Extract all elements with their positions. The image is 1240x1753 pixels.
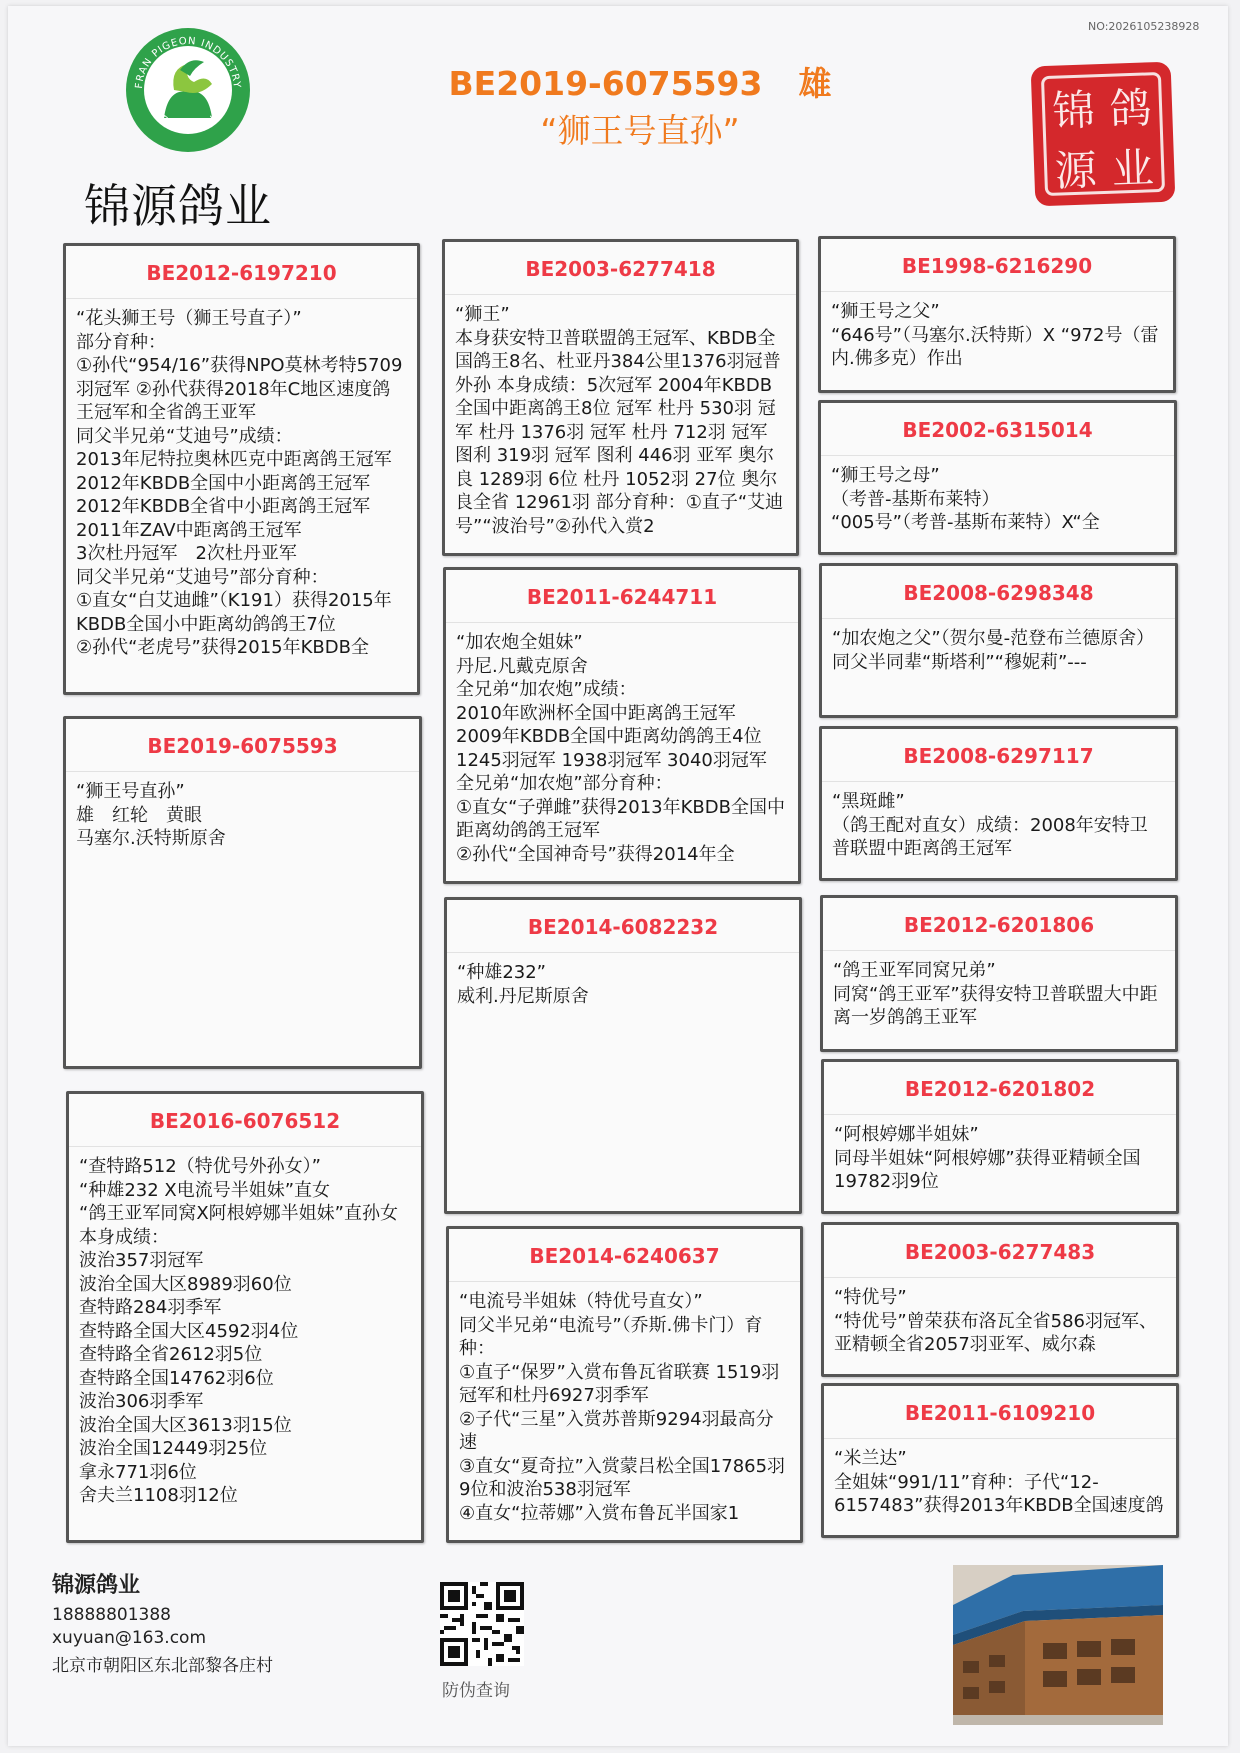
footer-email: xuyuan@163.com bbox=[52, 1628, 207, 1648]
card-line: 波治357羽冠军 bbox=[79, 1250, 204, 1271]
pedigree-card-granddam-paternal bbox=[443, 567, 801, 884]
seal-char: 源 bbox=[1053, 145, 1098, 196]
pedigree-card-ggd-1 bbox=[818, 400, 1177, 555]
card-line: “加农炮之父”（贺尔曼-范登布兰德原舍） bbox=[832, 628, 1155, 649]
serial-number: NO:2026105238928 bbox=[1088, 20, 1200, 33]
pedigree-card-ggs-1 bbox=[818, 236, 1176, 393]
card-line: “种雄232 X电流号半姐妹”直女 bbox=[79, 1179, 331, 1201]
card-line: ③直女“夏奇拉”入赏蒙吕松全国17865羽9位和波治538羽冠军 bbox=[459, 1455, 786, 1500]
qr-code-icon[interactable] bbox=[440, 1582, 524, 1666]
seal-char: 鸽 bbox=[1108, 83, 1153, 134]
pedigree-card-subject bbox=[63, 716, 422, 1069]
logo-ring-bottom: FENGYUAN bbox=[157, 113, 219, 135]
card-ring-number: BE2014-6240637 bbox=[449, 1229, 800, 1282]
card-ring-number: BE2008-6297117 bbox=[822, 729, 1175, 782]
card-line: 查特路全国14762羽6位 bbox=[79, 1367, 274, 1389]
qr-label: 防伪查询 bbox=[442, 1681, 510, 1701]
card-line: 本身成绩： bbox=[79, 1226, 169, 1248]
card-line: “特优号” bbox=[834, 1287, 907, 1308]
pedigree-card-ggd-4 bbox=[821, 1383, 1179, 1538]
card-line: ②孙代“全国神奇号”获得2014年全 bbox=[456, 843, 735, 865]
card-line: “646号”（马塞尔.沃特斯）X “972号（雷内.佛多克）作出 bbox=[831, 324, 1159, 369]
title-ring-number: BE2019-6075593 bbox=[448, 64, 763, 103]
card-line: “电流号半姐妹（特优号直女）” bbox=[459, 1291, 703, 1312]
card-line: “狮王号之父” bbox=[831, 301, 940, 322]
card-line: 2011年ZAV中距离鸽王冠军 bbox=[76, 519, 302, 541]
card-line: 同母半姐妹“阿根婷娜”获得亚精顿全国19782羽9位 bbox=[834, 1147, 1141, 1192]
card-line: “特优号”曾荣获布洛瓦全省586羽冠军、亚精顿全省2057羽亚军、威尔森 bbox=[834, 1310, 1158, 1355]
red-seal-stamp bbox=[1031, 62, 1176, 207]
seal-char: 业 bbox=[1110, 143, 1155, 194]
card-line: 雄 红轮 黄眼 bbox=[76, 804, 202, 826]
card-line: 查特路全国大区4592羽4位 bbox=[79, 1320, 299, 1342]
card-line: （考普-基斯布莱特） bbox=[831, 488, 1000, 510]
title-nickname: “狮王号直孙” bbox=[540, 111, 740, 150]
card-line: 同父半同辈“斯塔利”“穆妮莉”--- bbox=[832, 651, 1087, 673]
card-line: 威利.丹尼斯原舍 bbox=[457, 985, 589, 1007]
card-line: ①直子“保罗”入赏布鲁瓦省联赛 1519羽冠军和杜丹6927羽季军 bbox=[459, 1361, 780, 1406]
card-line: ①孙代“954/16”获得NPO莫林考特5709羽冠军 ②孙代获得2018年C地区速度鸽王冠军和全省鸽王亚军 bbox=[76, 355, 403, 423]
card-line: ②子代“三星”入赏苏普斯9294羽最高分速 bbox=[459, 1408, 774, 1453]
pedigree-card-ggd-3 bbox=[821, 1059, 1179, 1214]
pedigree-card-granddam-maternal bbox=[446, 1226, 803, 1543]
card-line: 丹尼.凡戴克原舍 bbox=[456, 655, 588, 677]
card-ring-number: BE2003-6277418 bbox=[445, 242, 796, 295]
card-line: “鸽王亚军同窝兄弟” bbox=[833, 960, 996, 981]
brand-name: 锦源鸽业 bbox=[84, 179, 272, 233]
card-ring-number: BE2019-6075593 bbox=[66, 719, 419, 772]
logo-ring-top: FRAN PIGEON INDUSTRY bbox=[133, 35, 243, 90]
card-line: 马塞尔.沃特斯原舍 bbox=[76, 828, 226, 849]
title-sex: 雄 bbox=[798, 64, 832, 103]
card-line: ①直女“子弹雌”获得2013年KBDB全国中距离幼鸽鸽王冠军 bbox=[456, 796, 785, 841]
card-ring-number: BE2002-6315014 bbox=[821, 403, 1174, 456]
card-line: 波治全国大区8989羽60位 bbox=[79, 1273, 292, 1295]
pedigree-card-ggd-2 bbox=[819, 726, 1178, 881]
card-line: 部分育种： bbox=[76, 331, 166, 353]
pedigree-card-dam bbox=[66, 1091, 424, 1543]
footer-address: 北京市朝阳区东北部黎各庄村 bbox=[52, 1656, 273, 1676]
card-line: “米兰达” bbox=[834, 1448, 907, 1469]
card-line: 全姐妹“991/11”育种：子代“12-6157483”获得2013年KBDB全国速度鸽 bbox=[834, 1471, 1164, 1516]
card-line: （鸽王配对直女）成绩：2008年安特卫普联盟中距离鸽王冠军 bbox=[832, 814, 1148, 859]
card-line: “黑斑雌” bbox=[832, 791, 905, 812]
card-line: ④直女“拉蒂娜”入赏布鲁瓦半国家1 bbox=[459, 1502, 740, 1524]
footer-phone: 18888801388 bbox=[52, 1605, 171, 1625]
card-line: “查特路512（特优号外孙女）” bbox=[79, 1156, 322, 1177]
card-line: 拿永771羽6位 bbox=[79, 1461, 197, 1483]
pedigree-card-ggs-3 bbox=[820, 895, 1178, 1052]
card-line: 查特路全省2612羽5位 bbox=[79, 1344, 263, 1365]
card-ring-number: BE2012-6197210 bbox=[66, 246, 417, 299]
card-ring-number: BE1998-6216290 bbox=[821, 239, 1173, 292]
card-line: “阿根婷娜半姐妹” bbox=[834, 1124, 979, 1145]
card-line: 同父半兄弟“电流号”（乔斯.佛卡门）育种： bbox=[459, 1314, 763, 1359]
pigeon-loft-photo bbox=[953, 1565, 1163, 1725]
card-line: 全兄弟“加农炮”成绩： bbox=[456, 679, 637, 700]
card-line: 2012年KBDB全国中小距离鸽王冠军 bbox=[76, 472, 371, 494]
card-line: 本身获安特卫普联盟鸽王冠军、KBDB全国鸽王8名、杜亚丹384公里1376羽冠普外孙 本身成绩：5次冠军 2004年KBDB全国中距离鸽王8位 冠军 杜丹 530羽 冠军 杜丹 1376羽 冠军 杜丹 712羽 冠军 图利 319羽 冠军 图利 446羽 亚军 奥尔良 1289羽 6位 杜丹 1052羽 27位 奥尔良全省 12961羽 部分育种：①直子“艾迪号”“波治号”②孙代入赏2 bbox=[455, 327, 784, 537]
card-line: 1245羽冠军 1938羽冠军 3040羽冠军 bbox=[456, 749, 767, 771]
card-ring-number: BE2003-6277483 bbox=[824, 1225, 1176, 1278]
pedigree-card-grandsire-maternal bbox=[444, 897, 802, 1214]
card-line: “花头狮王号（狮王号直子）” bbox=[76, 308, 302, 329]
card-line: 2012年KBDB全省中小距离鸽王冠军 bbox=[76, 496, 371, 517]
card-line: “狮王号之母” bbox=[831, 465, 940, 486]
card-line: 2009年KBDB全国中距离幼鸽鸽王4位 bbox=[456, 726, 762, 747]
pedigree-card-sire bbox=[63, 243, 420, 695]
card-line: “加农炮全姐妹” bbox=[456, 632, 583, 653]
card-line: “005号”（考普-基斯布莱特）X“全 bbox=[831, 512, 1100, 533]
card-line: “狮王号直孙” bbox=[76, 781, 185, 802]
card-line: 波治306羽季军 bbox=[79, 1391, 204, 1412]
card-line: 同窝“鸽王亚军”获得安特卫普联盟大中距离一岁鸽鸽王亚军 bbox=[833, 983, 1158, 1028]
seal-char: 锦 bbox=[1051, 85, 1096, 136]
pedigree-card-ggs-2 bbox=[819, 563, 1178, 718]
brand-logo-icon bbox=[124, 26, 252, 154]
card-line: 查特路284羽季军 bbox=[79, 1297, 222, 1318]
card-line: 全兄弟“加农炮”部分育种： bbox=[456, 773, 673, 794]
card-ring-number: BE2012-6201802 bbox=[824, 1062, 1176, 1115]
card-line: “狮王” bbox=[455, 304, 510, 325]
card-line: ①直女“白艾迪雌”（K191）获得2015年KBDB全国小中距离幼鸽鸽王7位 bbox=[76, 590, 392, 635]
card-line: 2010年欧洲杯全国中距离鸽王冠军 bbox=[456, 702, 736, 724]
card-line: ②孙代“老虎号”获得2015年KBDB全 bbox=[76, 637, 369, 658]
card-line: 舍夫兰1108羽12位 bbox=[79, 1485, 238, 1506]
pedigree-card-ggs-4 bbox=[821, 1222, 1179, 1377]
pedigree-title bbox=[440, 58, 840, 152]
card-ring-number: BE2008-6298348 bbox=[822, 566, 1175, 619]
footer-brand: 锦源鸽业 bbox=[52, 1573, 141, 1598]
card-line: “种雄232” bbox=[457, 962, 547, 983]
card-line: 同父半兄弟“艾迪号”部分育种： bbox=[76, 566, 329, 588]
card-line: 3次杜丹冠军 2次杜丹亚军 bbox=[76, 543, 297, 564]
card-line: 波治全国大区3613羽15位 bbox=[79, 1414, 292, 1436]
card-line: 波治全国12449羽25位 bbox=[79, 1438, 268, 1459]
card-ring-number: BE2012-6201806 bbox=[823, 898, 1175, 951]
card-line: “鸽王亚军同窝X阿根婷娜半姐妹”直孙女 bbox=[79, 1203, 398, 1224]
card-ring-number: BE2014-6082232 bbox=[447, 900, 799, 953]
card-ring-number: BE2011-6244711 bbox=[446, 570, 798, 623]
pedigree-card-grandsire-paternal bbox=[442, 239, 799, 556]
card-ring-number: BE2011-6109210 bbox=[824, 1386, 1176, 1439]
card-ring-number: BE2016-6076512 bbox=[69, 1094, 421, 1147]
card-line: 2013年尼特拉奥林匹克中距离鸽王冠军 bbox=[76, 449, 392, 470]
card-line: 同父半兄弟“艾迪号”成绩： bbox=[76, 425, 293, 447]
